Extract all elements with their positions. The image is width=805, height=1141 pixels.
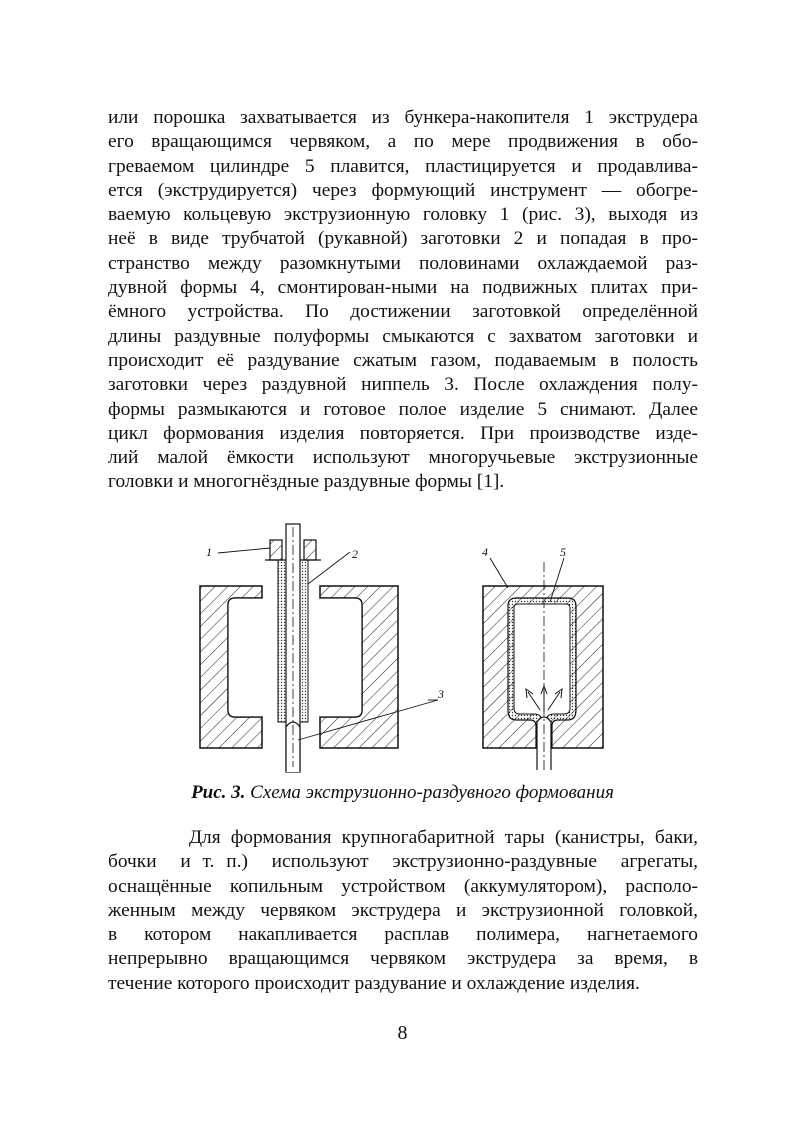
- figure-caption: [0, 782, 805, 804]
- figure-label-2: 2: [352, 547, 358, 561]
- text-line: происходит её раздувание сжатым газом, подаваемым в полость: [108, 349, 698, 371]
- text-line: дувной формы 4, смонтирован-ными на подвижных плитах при-: [108, 277, 698, 299]
- figure-label-3: 3: [438, 687, 444, 701]
- text-line: греваемом цилиндре 5 плавится, пластицируется и продавлива-: [108, 155, 698, 177]
- text-line: формы размыкаются и готовое полое изделие 5 снимают. Далее: [108, 398, 698, 420]
- figure-label-5: 5: [560, 545, 566, 559]
- text-line: в котором накапливается расплав полимера, нагнетаемого: [108, 924, 698, 946]
- text-line: заготовки через раздувной ниппель 3. После охлаждения полу-: [108, 374, 698, 396]
- text-line: ёмного устройства. По достижении заготовкой определённой: [108, 301, 698, 323]
- text-line: Для формования крупногабаритной тары (канистры, баки,: [108, 827, 698, 848]
- page-number: 8: [397, 1022, 408, 1044]
- text-line: непрерывно вращающимся червяком экструдера за время, в: [108, 948, 698, 970]
- text-line: оснащённые копильным устройством (аккумулятором), располо-: [108, 875, 698, 897]
- caption-text: Схема экструзионно-раздувного формования: [245, 782, 614, 803]
- text-line: женным между червяком экструдера и экструзионной головкой,: [108, 899, 698, 921]
- text-line: головки и многогнёздные раздувные формы [1].: [108, 471, 505, 493]
- text-line: цикл формования изделия повторяется. При производстве изде-: [108, 422, 698, 444]
- left-mold-open: [200, 524, 438, 772]
- text-line: ваемую кольцевую экструзионную головку 1 (рис. 3), выходя из: [108, 204, 698, 226]
- figure-label-4: 4: [482, 545, 488, 559]
- paragraph-2: [108, 826, 698, 996]
- text-line: странство между разомкнутыми половинами охлаждаемой раз-: [108, 252, 698, 274]
- text-line: течение которого происходит раздувание и охлаждение изделия.: [108, 972, 640, 994]
- caption-prefix: Рис. 3.: [191, 782, 246, 803]
- paragraph-1: [108, 106, 698, 495]
- text-line: его вращающимся червяком, а по мере продвижения в обо-: [108, 131, 698, 153]
- text-line: лий малой ёмкости используют многоручьевые экструзионные: [108, 447, 698, 469]
- text-line: бочки и т. п.) используют экструзионно-раздувные агрегаты,: [108, 851, 698, 873]
- text-line: неё в виде трубчатой (рукавной) заготовки 2 и попадая в про-: [108, 228, 698, 250]
- text-line: ется (экструдируется) через формующий инструмент — обогре-: [108, 179, 698, 201]
- right-mold-closed: [483, 558, 603, 772]
- figure-label-1: 1: [206, 545, 212, 559]
- text-line: или порошка захватывается из бункера-накопителя 1 экструдера: [108, 107, 698, 128]
- text-line: длины раздувные полуформы смыкаются с захватом заготовки и: [108, 325, 698, 347]
- figure-extrusion-blow-molding-diagram: [190, 522, 615, 774]
